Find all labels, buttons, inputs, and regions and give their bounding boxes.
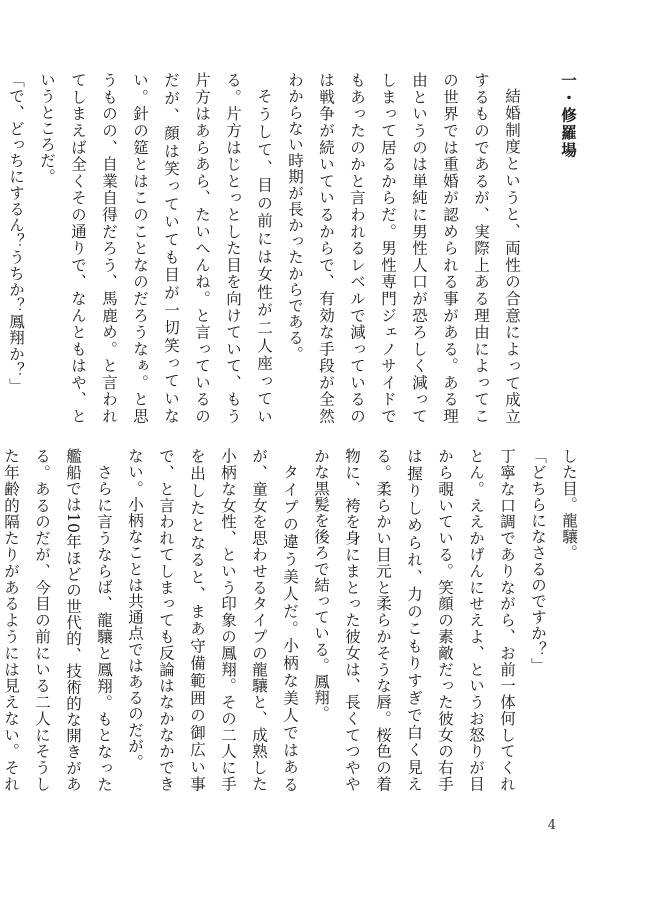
paragraph: そうして、目の前には女性が二人座っている。片方はじとっとした目を向けていて、もう片方はあらあら、たいへんね。と言っているのだが、顔は笑っていても目が一切笑っていない。針の筵とはこのことなのだろうなぁ。と思うものの、自業自得だろう、馬鹿め。と言われてしまえば全くその通りで、なんともはや、というところだ。 [38, 72, 273, 424]
upper-text-block [7, 72, 584, 424]
dialogue-line: 「どちらになさるのですか？」 [529, 448, 547, 674]
section-title: 一・修羅場 [559, 72, 578, 160]
dialogue-line: 「で、どっちにするん？うちか？鳳翔か？」 [7, 72, 25, 394]
paragraph: 結婚制度というと、両性の合意によって成立するものであるが、実際上ある理由によってこの世界では重婚が認められる事がある。ある理由というのは単純に男性人口が恐ろしく減ってしまって居るからだ。男性専門ジェノサイドでもあったのかと言われるレベルで減っているのは戦争が続いているからで、有効な手段が全然わからない時期が長かったからである。 [286, 72, 521, 424]
paragraph: タイプの違う美人だ。小柄な美人ではあるが、童女を思わせるタイプの龍驤と、成熟した小柄な女性、という印象の鳳翔。その二人に手を出したとなると、まあ守備範囲の御広い事で、と言われてしまっても反論はなかなかできない。小柄なことは共通点ではあるのだが。 [126, 448, 299, 792]
paragraph-continuation: した目。龍驤。 [560, 448, 578, 561]
paragraph: 丁寧な口調でありながら、お前一体何してくれとん。ええかげんにせえよ、というお怒りが目から覗いている。笑顔の素敵だった彼女の右手は握りしめられ、力のこもりすぎで白く見える。柔らかい目元と柔らかそうな唇。桜色の着物に、袴を身にまとった彼女は、長くてつややかな黒髪を後ろで結っている。鳳翔。 [312, 448, 516, 792]
paragraph: さらに言うならば、龍驤と鳳翔。もとなった艦船では10年ほどの世代的、技術的な開きがある。あるのだが、今目の前にいる二人にそうした年齢的隔たりがあるようには見えない。それ [2, 448, 113, 792]
page-number: 4 [547, 818, 556, 833]
lower-text-block [2, 448, 584, 792]
